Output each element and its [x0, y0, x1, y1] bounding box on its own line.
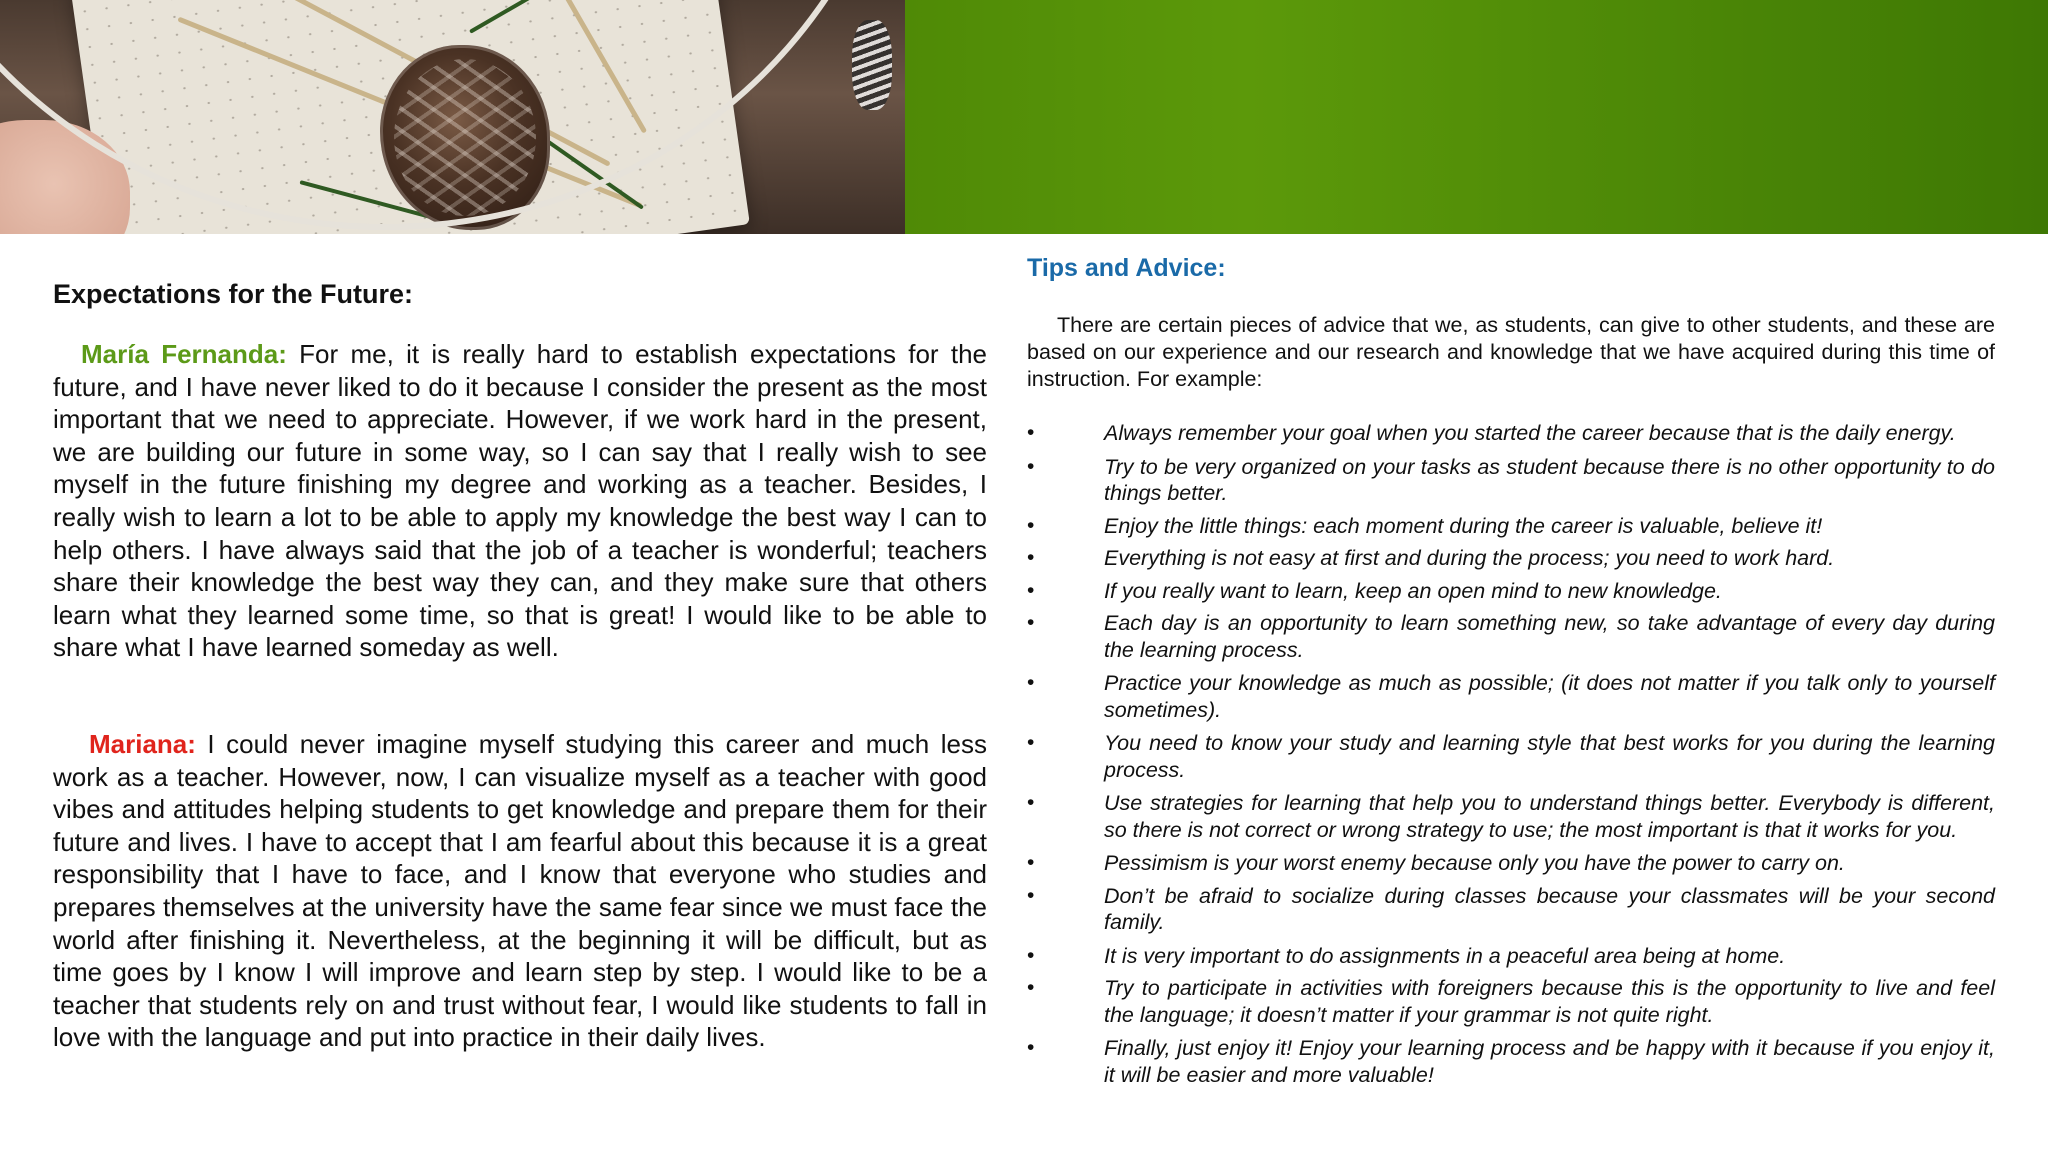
tips-intro	[1027, 312, 1995, 392]
bullet-icon: •	[1027, 943, 1035, 967]
list-item: • Each day is an opportunity to learn something new, so take advantage of every day during the learning process.	[1027, 611, 1995, 662]
list-item: • Always remember your goal when you started the career because that is the daily energy.	[1027, 421, 1956, 445]
expectations-section	[53, 274, 988, 1053]
entry-text: I could never imagine myself studying this career and much less work as a teacher. However, now, I can visualize myself as a teacher with good vibes and attitudes helping students to get knowledge and prepare them for their future and lives. I have to accept that I am fearful about this because it is a great responsibility that I have to face, and I know that everyone who studies and prepares themselves at the university have the same fear since we must face the world after finishing it. Nevertheless, at the beginning it will be difficult, but as time goes by I know I will improve and learn step by step. I would like to be a teacher that students rely on and trust without fear, I would like students to fall in love with the language and put into practice in their daily lives.	[53, 729, 987, 1053]
bullet-icon: •	[1027, 1036, 1035, 1059]
list-item: • Try to participate in activities with foreigners because this is the opportunity to live and feel the language; it doesn’t matter if your grammar is not quite right.	[1027, 976, 1995, 1027]
list-item: • Pessimism is your worst enemy because only you have the power to carry on.	[1027, 851, 1845, 875]
list-item: • Enjoy the little things: each moment during the career is valuable, believe it!	[1027, 513, 1823, 538]
list-item: • You need to know your study and learning style that best works for you during the learning process.	[1027, 731, 1995, 782]
entry-mariana	[53, 728, 987, 1054]
tips-list	[1027, 420, 1995, 1088]
list-item: • Practice your knowledge as much as possible; (it does not matter if you talk only to yourself sometimes).	[1027, 671, 1995, 722]
list-item: • It is very important to do assignments in a peaceful area being at home.	[1027, 943, 1786, 968]
bullet-icon: •	[1027, 883, 1035, 907]
entry-text: For me, it is really hard to establish expectations for the future, and I have never liked to do it because I consider the present as the most important that we need to appreciate. However, if we work hard in the present, we are building our future in some way, so I can say that I really wish to see myself in the future finishing my degree and working as a teacher. Besides, I really wish to learn a lot to be able to apply my knowledge the best way I can to help others. I have always said that the job of a teacher is wonderful; teachers share their knowledge the best way they can, and they make sure that others learn what they learned some time, so that is great! I would like to be able to share what I have learned someday as well.	[53, 339, 988, 663]
author-name: Mariana:	[89, 729, 196, 759]
green-header-band	[905, 0, 2048, 234]
bullet-icon: •	[1027, 578, 1035, 602]
tips-heading: Tips and Advice:	[1027, 254, 1226, 282]
tips-section	[1027, 250, 1995, 1087]
list-item: • Try to be very organized on your tasks as student because there is no other opportunity to do things better.	[1027, 454, 1995, 505]
bullet-icon: •	[1027, 671, 1035, 694]
bullet-icon: •	[1027, 513, 1035, 537]
expectations-heading: Expectations for the Future:	[53, 279, 414, 309]
list-item: • Use strategies for learning that help you to understand things better. Everybody is different, so there is not correct or wrong strategy to use; the most important is that it works for you.	[1027, 791, 1995, 842]
tips-intro-text: There are certain pieces of advice that we, as students, can give to other students, and these are based on our experience and our research and knowledge that we have acquired during this time of instruction. For example:	[1027, 313, 1995, 391]
list-item: • If you really want to learn, keep an open mind to new knowledge.	[1027, 578, 1722, 603]
bullet-icon: •	[1027, 976, 1035, 999]
bullet-icon: •	[1027, 611, 1035, 634]
list-item: • Don’t be afraid to socialize during classes because your classmates will be your second family.	[1027, 883, 1995, 934]
header-banner	[0, 0, 2048, 234]
ornament	[852, 20, 892, 110]
bullet-icon: •	[1027, 851, 1035, 874]
bullet-icon: •	[1027, 791, 1035, 814]
bullet-icon: •	[1027, 546, 1035, 569]
author-name: María Fernanda:	[81, 339, 287, 369]
entry-maria-fernanda	[53, 338, 987, 664]
bullet-icon: •	[1027, 421, 1035, 444]
bullet-icon: •	[1027, 731, 1035, 754]
bullet-icon: •	[1027, 454, 1035, 478]
list-item: • Finally, just enjoy it! Enjoy your learning process and be happy with it because if you enjoy it, it will be easier and more valuable!	[1027, 1036, 1995, 1087]
list-item: • Everything is not easy at first and during the process; you need to work hard.	[1027, 546, 1835, 570]
